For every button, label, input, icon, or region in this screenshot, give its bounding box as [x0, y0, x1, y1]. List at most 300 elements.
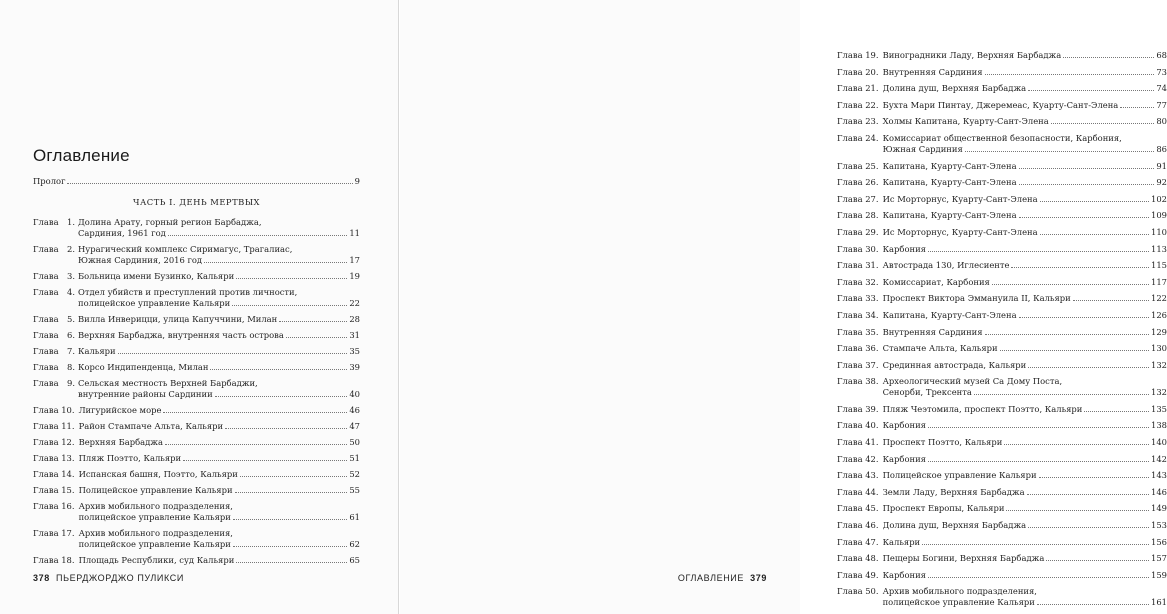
toc-entry: [33, 421, 360, 432]
leader-dots: [1004, 437, 1149, 445]
chapter-title: [883, 244, 1167, 255]
chapter-page: 31: [349, 330, 360, 340]
chapter-page: 132: [1151, 359, 1167, 370]
chapter-title-line: Комиссариат, Карбония: [882, 276, 990, 287]
chapter-title: [78, 271, 360, 282]
chapter-page: 28: [349, 314, 360, 324]
leader-dots: [1019, 310, 1149, 318]
leader-dots: [1027, 487, 1149, 495]
chapter-label: Глава 50.: [837, 586, 879, 597]
chapter-title-line: Южная Сардиния, 2016 год: [78, 255, 203, 265]
chapter-label: Глава 23.: [837, 116, 879, 127]
chapter-title: [78, 362, 360, 373]
chapter-label: Глава: [33, 378, 59, 388]
chapter-title-line: Кальяри: [78, 346, 116, 356]
toc-entry: [837, 116, 1167, 127]
chapter-label: Глава 21.: [837, 83, 879, 94]
toc-entry: [837, 404, 1167, 415]
toc-entry: [33, 330, 360, 341]
chapter-title-line: Автострада 130, Иглесиенте: [882, 260, 1010, 271]
chapter-title-line: Долина Арату, горный регион Барбаджа,: [78, 217, 262, 227]
leader-dots: [1000, 343, 1149, 351]
toc-entry: [33, 501, 360, 523]
chapter-label: Глава 44.: [837, 486, 879, 497]
chapter-title-line: Пляж Чеэтомила, проспект Поэтто, Кальяри: [882, 403, 1083, 414]
chapter-title: [883, 503, 1167, 514]
chapter-page: 161: [1151, 597, 1167, 608]
chapter-title: [78, 378, 360, 400]
toc-entry: [837, 50, 1167, 61]
left-entries: [33, 217, 360, 566]
toc-entry: [33, 405, 360, 416]
chapter-title-line: Бухта Мари Пинтау, Джеремеас, Куарту-Сант-Элена: [882, 99, 1119, 110]
chapter-page: 47: [349, 421, 360, 431]
chapter-number: 3.: [67, 271, 75, 281]
chapter-label: Глава 46.: [837, 520, 879, 531]
leader-dots: [236, 555, 347, 563]
chapter-title-line: Археологический музей Са Дому Поста,: [882, 376, 1063, 387]
leader-dots: [1028, 83, 1154, 91]
chapter-label: Глава 12.: [33, 437, 75, 447]
chapter-page: 77: [1156, 99, 1167, 110]
leader-dots: [233, 539, 348, 547]
toc-entry: [33, 287, 360, 309]
chapter-title-line: Холмы Капитана, Куарту-Сант-Элена: [882, 116, 1049, 127]
chapter-title-line: Внутренняя Сардиния: [882, 326, 983, 337]
leader-dots: [965, 144, 1155, 152]
chapter-title-line: Район Стампаче Альта, Кальяри: [78, 421, 224, 431]
chapter-label: Глава 33.: [837, 293, 879, 304]
leader-dots: [215, 389, 348, 397]
chapter-title: [79, 501, 360, 523]
chapter-title: [883, 520, 1167, 531]
chapter-page: 55: [349, 485, 360, 495]
chapter-title-line: полицейское управление Кальяри: [78, 512, 231, 522]
leader-dots: [1006, 503, 1149, 511]
chapter-page: 39: [349, 362, 360, 372]
chapter-title: [883, 133, 1167, 155]
chapter-title-line: Карбония: [882, 569, 926, 580]
chapter-title: [78, 314, 360, 325]
leader-dots: [928, 244, 1149, 252]
chapter-title: [79, 421, 360, 432]
chapter-page: 11: [349, 228, 360, 238]
chapter-page: 122: [1151, 293, 1167, 304]
chapter-title-line: Карбония: [882, 453, 926, 464]
chapter-title: [883, 100, 1167, 111]
chapter-label: Глава 22.: [837, 99, 879, 110]
chapter-page: 35: [349, 346, 360, 356]
chapter-title-line: Виноградники Ладу, Верхняя Барбаджа: [882, 50, 1062, 60]
chapter-number: 4.: [67, 287, 75, 297]
chapter-label: Глава: [33, 271, 59, 281]
chapter-title-line: Верхняя Барбаджа: [78, 437, 163, 447]
leader-dots: [118, 346, 348, 354]
chapter-page: 52: [349, 469, 360, 479]
right-entries: [837, 50, 1167, 608]
toc-right: [837, 50, 1167, 614]
footer-left: [33, 573, 184, 583]
chapter-label: Глава 17.: [33, 528, 75, 538]
toc-entry: [837, 293, 1167, 304]
chapter-title: [883, 454, 1167, 465]
toc-left: [33, 176, 360, 571]
chapter-label: Глава 15.: [33, 485, 75, 495]
toc-entry: [837, 177, 1167, 188]
leader-dots: [233, 512, 348, 520]
chapter-number: 6.: [67, 330, 75, 340]
toc-entry: [837, 537, 1167, 548]
chapter-number: 5.: [67, 314, 75, 324]
leader-dots: [1084, 404, 1149, 412]
chapter-title: [883, 570, 1167, 581]
leader-dots: [1011, 260, 1149, 268]
chapter-number: 9.: [67, 378, 75, 388]
toc-entry: [33, 469, 360, 480]
chapter-title: [883, 50, 1167, 61]
chapter-title: [883, 586, 1167, 608]
chapter-label: Глава 41.: [837, 437, 879, 448]
chapter-page: 157: [1151, 553, 1167, 564]
leader-dots: [232, 298, 347, 306]
chapter-title: [883, 83, 1167, 94]
leader-dots: [922, 537, 1149, 545]
toc-entry: [33, 346, 360, 357]
prolog-label: Пролог: [33, 176, 66, 186]
chapter-title-line: Карбония: [882, 243, 926, 254]
toc-entry: [837, 360, 1167, 371]
chapter-label: Глава: [33, 346, 59, 356]
chapter-label: Глава 14.: [33, 469, 75, 479]
toc-entry: [33, 271, 360, 282]
prolog-entry: [33, 176, 360, 187]
chapter-title: [78, 244, 360, 266]
chapter-title-line: Архив мобильного подразделения,: [78, 528, 233, 538]
chapter-title: [78, 330, 360, 341]
chapter-title-line: Стампаче Альта, Кальяри: [882, 343, 998, 354]
chapter-label: Глава: [33, 362, 59, 372]
chapter-label: Глава 32.: [837, 276, 879, 287]
footer-author: ПЬЕРДЖОРДЖО ПУЛИКСИ: [56, 573, 184, 583]
chapter-title-line: Лигурийское море: [78, 405, 162, 415]
leader-dots: [928, 420, 1149, 428]
toc-entry: [837, 437, 1167, 448]
chapter-page: 19: [349, 271, 360, 281]
chapter-label: Глава 25.: [837, 160, 879, 171]
chapter-title: [883, 277, 1167, 288]
chapter-page: 129: [1151, 326, 1167, 337]
leader-dots: [985, 327, 1149, 335]
chapter-label: Глава 19.: [837, 50, 879, 60]
chapter-title-line: Срединная автострада, Кальяри: [882, 359, 1027, 370]
leader-dots: [235, 485, 348, 493]
chapter-title: [883, 487, 1167, 498]
chapter-label: Глава: [33, 330, 59, 340]
leader-dots: [279, 314, 347, 322]
chapter-label: Глава 11.: [33, 421, 75, 431]
toc-entry: [837, 327, 1167, 338]
toc-entry: [837, 343, 1167, 354]
chapter-title: [883, 67, 1167, 78]
leader-dots: [163, 405, 347, 413]
toc-entry: [837, 420, 1167, 431]
chapter-title-line: Сельская местность Верхней Барбаджи,: [78, 378, 258, 388]
toc-entry: [837, 100, 1167, 111]
leader-dots: [183, 453, 347, 461]
toc-entry: [837, 487, 1167, 498]
chapter-title-line: полицейское управление Кальяри: [78, 298, 231, 308]
chapter-title: [883, 360, 1167, 371]
leader-dots: [1073, 293, 1149, 301]
prolog-page: 9: [354, 176, 360, 186]
chapter-title: [883, 327, 1167, 338]
leader-dots: [974, 387, 1149, 395]
chapter-page: 109: [1151, 210, 1167, 221]
chapter-page: 22: [349, 298, 360, 308]
chapter-label: Глава 37.: [837, 359, 879, 370]
chapter-page: 149: [1151, 503, 1167, 514]
chapter-label: Глава 24.: [837, 132, 879, 143]
chapter-page: 115: [1151, 260, 1167, 271]
toc-entry: [33, 437, 360, 448]
chapter-label: Глава 13.: [33, 453, 75, 463]
chapter-label: Глава 20.: [837, 66, 879, 77]
chapter-page: 146: [1151, 486, 1167, 497]
part-title: ЧАСТЬ I. ДЕНЬ МЕРТВЫХ: [132, 197, 261, 207]
toc-entry: [33, 362, 360, 373]
chapter-page: 80: [1156, 116, 1167, 127]
toc-entry: [837, 503, 1167, 514]
chapter-title-line: Испанская башня, Поэтто, Кальяри: [78, 469, 238, 479]
chapter-label: Глава 34.: [837, 309, 879, 320]
chapter-label: Глава 30.: [837, 243, 879, 254]
chapter-page: 51: [349, 453, 360, 463]
chapter-page: 86: [1156, 143, 1167, 154]
toc-entry: [837, 520, 1167, 531]
chapter-page: 46: [349, 405, 360, 415]
chapter-title: [883, 210, 1167, 221]
chapter-title-line: Полицейское управление Кальяри: [882, 470, 1037, 481]
leader-dots: [1037, 597, 1149, 605]
toc-entry: [837, 570, 1167, 581]
chapter-label: Глава 35.: [837, 326, 879, 337]
chapter-label: Глава 18.: [33, 555, 75, 565]
chapter-title: [883, 376, 1167, 398]
right-page: [400, 0, 1167, 614]
chapter-title: [883, 404, 1167, 415]
chapter-title: [883, 553, 1167, 564]
leader-dots: [992, 277, 1149, 285]
chapter-label: Глава: [33, 287, 59, 297]
chapter-label: Глава 48.: [837, 553, 879, 564]
leader-dots: [1040, 194, 1149, 202]
leader-dots: [1019, 177, 1155, 185]
leader-dots: [1040, 227, 1149, 235]
chapter-page: 138: [1151, 420, 1167, 431]
leader-dots: [1039, 470, 1149, 478]
leader-dots: [1028, 520, 1149, 528]
chapter-label: Глава 31.: [837, 260, 879, 271]
chapter-title-line: Пляж Поэтто, Кальяри: [78, 453, 182, 463]
toc-entry: [837, 310, 1167, 321]
chapter-title-line: Вилла Инверицци, улица Капуччини, Милан: [78, 314, 278, 324]
chapter-title: [883, 227, 1167, 238]
chapter-title: [79, 485, 360, 496]
chapter-page: 140: [1151, 437, 1167, 448]
leader-dots: [168, 228, 347, 236]
chapter-page: 117: [1151, 276, 1167, 287]
toc-entry: [33, 314, 360, 325]
chapter-title: [78, 217, 360, 239]
leader-dots: [240, 469, 347, 477]
chapter-label: Глава: [33, 244, 59, 254]
chapter-label: Глава 16.: [33, 501, 75, 511]
chapter-title-line: Проспект Европы, Кальяри: [882, 503, 1005, 514]
toc-entry: [837, 454, 1167, 465]
chapter-label: Глава: [33, 314, 59, 324]
chapter-title-line: Ис Морторнус, Куарту-Сант-Элена: [882, 193, 1038, 204]
chapter-label: Глава 49.: [837, 569, 879, 580]
toc-entry: [837, 470, 1167, 481]
leader-dots: [928, 570, 1149, 578]
leader-dots: [1019, 161, 1155, 169]
toc-entry: [33, 453, 360, 464]
chapter-page: 130: [1151, 343, 1167, 354]
chapter-title-line: Капитана, Куарту-Сант-Элена: [882, 177, 1017, 188]
chapter-title-line: Капитана, Куарту-Сант-Элена: [882, 160, 1017, 171]
chapter-title-line: Пещеры Богини, Верхняя Барбаджа: [882, 553, 1045, 564]
chapter-title: [79, 528, 360, 550]
chapter-title: [78, 287, 360, 309]
chapter-title: [883, 537, 1167, 548]
chapter-title-line: Кальяри: [882, 536, 921, 547]
toc-entry: [837, 586, 1167, 608]
chapter-title: [79, 469, 360, 480]
chapter-page: 17: [349, 255, 360, 265]
leader-dots: [210, 362, 347, 370]
chapter-number: 1.: [67, 217, 75, 227]
chapter-page: 113: [1151, 243, 1167, 254]
chapter-title: [883, 260, 1167, 271]
chapter-title-line: Внутренняя Сардиния: [882, 66, 983, 77]
chapter-title: [78, 346, 360, 357]
toc-entry: [837, 67, 1167, 78]
footer-section-label: ОГЛАВЛЕНИЕ: [677, 573, 744, 583]
chapter-page: 74: [1156, 83, 1167, 94]
chapter-title-line: Южная Сардиния: [882, 143, 963, 154]
chapter-title-line: Комиссариат общественной безопасности, Карбония,: [882, 132, 1122, 143]
chapter-title: [883, 161, 1167, 172]
chapter-label: Глава 47.: [837, 536, 879, 547]
toc-entry: [837, 161, 1167, 172]
chapter-title-line: Корсо Индипенденца, Милан: [78, 362, 209, 372]
toc-entry: [837, 260, 1167, 271]
chapter-label: Глава 27.: [837, 193, 879, 204]
chapter-title: [883, 343, 1167, 354]
chapter-title: [883, 194, 1167, 205]
toc-entry: [837, 210, 1167, 221]
chapter-label: Глава 10.: [33, 405, 75, 415]
chapter-title-line: Полицейское управление Кальяри: [78, 485, 233, 495]
leader-dots: [286, 330, 347, 338]
chapter-title-line: Проспект Поэтто, Кальяри: [882, 437, 1003, 448]
chapter-label: Глава 26.: [837, 177, 879, 188]
toc-entry: [33, 555, 360, 566]
chapter-title-line: Отдел убийств и преступлений против личности,: [78, 287, 298, 297]
chapter-page: 126: [1151, 309, 1167, 320]
leader-dots: [1046, 553, 1149, 561]
footer-right-page-number: 379: [750, 573, 767, 583]
chapter-title-line: полицейское управление Кальяри: [882, 597, 1035, 608]
chapter-label: Глава 45.: [837, 503, 879, 514]
chapter-title: [79, 437, 360, 448]
chapter-label: Глава 28.: [837, 210, 879, 221]
chapter-label: Глава 29.: [837, 226, 879, 237]
chapter-page: 40: [349, 389, 360, 399]
toc-entry: [33, 528, 360, 550]
chapter-title-line: Верхняя Барбаджа, внутренняя часть острова: [78, 330, 284, 340]
chapter-title: [883, 437, 1167, 448]
chapter-label: Глава: [33, 217, 59, 227]
chapter-title-line: Сенорби, Трексента: [882, 387, 972, 398]
toc-entry: [837, 227, 1167, 238]
leader-dots: [1120, 100, 1154, 108]
chapter-title: [883, 310, 1167, 321]
toc-entry: [837, 133, 1167, 155]
chapter-title-line: полицейское управление Кальяри: [78, 539, 231, 549]
chapter-title-line: Архив мобильного подразделения,: [78, 501, 233, 511]
chapter-title: [883, 420, 1167, 431]
chapter-title-line: Сардиния, 1961 год: [78, 228, 166, 238]
chapter-title-line: Долина душ, Верхняя Барбаджа: [882, 520, 1027, 531]
toc-entry: [837, 553, 1167, 564]
chapter-page: 50: [349, 437, 360, 447]
chapter-title-line: Архив мобильного подразделения,: [882, 586, 1037, 597]
chapter-number: 2.: [67, 244, 75, 254]
chapter-page: 132: [1151, 387, 1167, 398]
leader-dots: [225, 421, 347, 429]
chapter-title: [883, 116, 1167, 127]
toc-entry: [33, 485, 360, 496]
chapter-page: 102: [1151, 193, 1167, 204]
chapter-title: [883, 177, 1167, 188]
chapter-page: 153: [1151, 520, 1167, 531]
chapter-number: 8.: [67, 362, 75, 372]
chapter-page: 135: [1151, 403, 1167, 414]
chapter-page: 68: [1156, 50, 1167, 60]
chapter-title-line: Больница имени Бузинко, Кальяри: [78, 271, 235, 281]
chapter-title: [883, 293, 1167, 304]
leader-dots: [1051, 116, 1155, 124]
chapter-label: Глава 39.: [837, 403, 879, 414]
leader-dots: [236, 271, 347, 279]
footer-right: [678, 573, 767, 583]
chapter-title: [79, 453, 360, 464]
toc-entry: [33, 244, 360, 266]
chapter-label: Глава 43.: [837, 470, 879, 481]
leader-dots: [165, 437, 347, 445]
toc-entry: [33, 378, 360, 400]
chapter-title-line: Капитана, Куарту-Сант-Элена: [882, 309, 1017, 320]
chapter-page: 110: [1151, 226, 1167, 237]
chapter-number: 7.: [67, 346, 75, 356]
toc-entry: [837, 244, 1167, 255]
chapter-page: 61: [349, 512, 360, 522]
leader-dots: [985, 67, 1155, 75]
chapter-title-line: Капитана, Куарту-Сант-Элена: [882, 210, 1017, 221]
toc-entry: [837, 376, 1167, 398]
leader-dots: [1019, 210, 1149, 218]
